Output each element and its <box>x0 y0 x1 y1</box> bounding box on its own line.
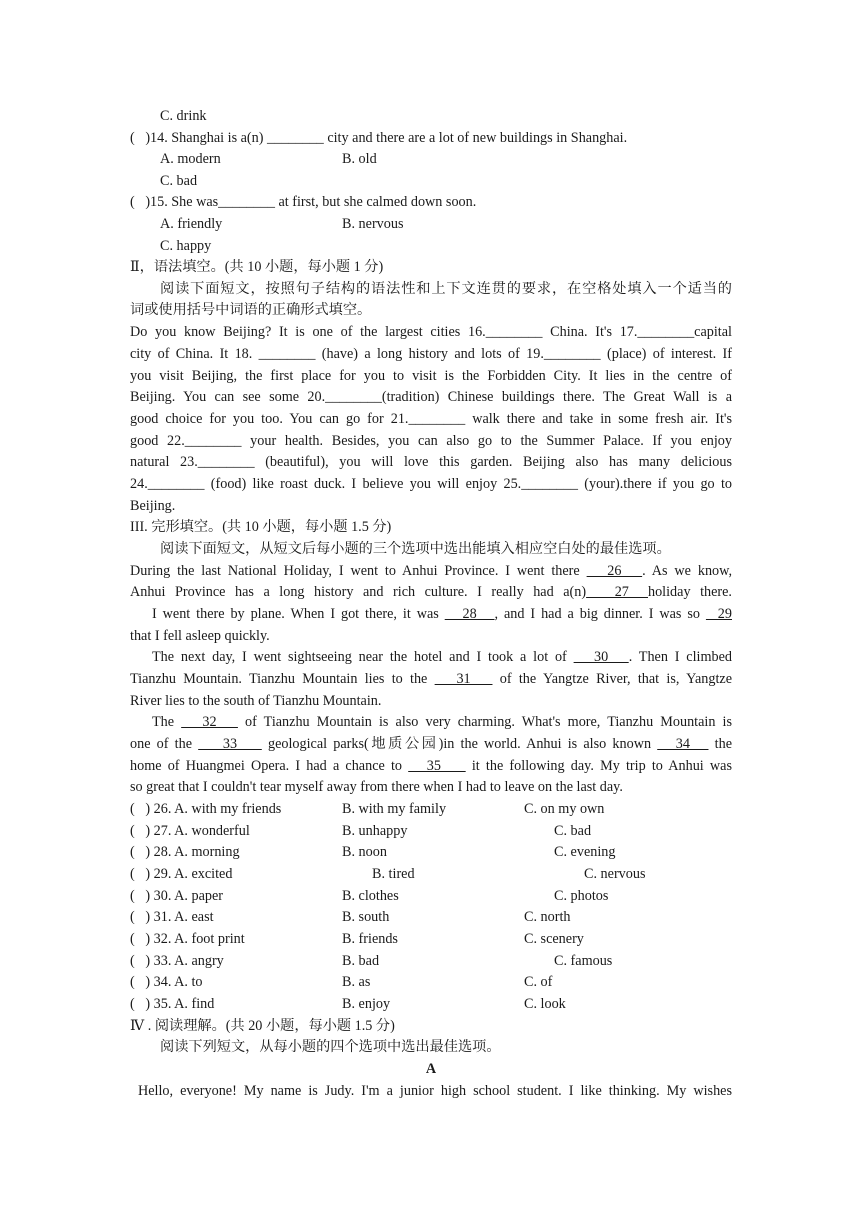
cloze-question-33: ( ) 33. A. angry <box>130 953 224 969</box>
cloze-passage-line: home of Huangmei Opera. I had a chance to 35 it the following day. My trip to Anhui was <box>130 758 733 774</box>
grammar-passage-line: 24.________ (food) like roast duck. I believe you will enjoy 25.________ (your).there if you go to <box>130 476 732 492</box>
blank-30: 30 <box>573 649 629 665</box>
cloze-passage-line: During the last National Holiday, I went to Anhui Province. I went there 26 . As we know, <box>130 563 733 579</box>
passage-a-title: A <box>425 1061 437 1077</box>
q13-option-c: C. drink <box>160 108 207 124</box>
option-c: C. evening <box>554 844 616 860</box>
blank-33: 33 <box>198 736 262 752</box>
option-c: C. nervous <box>584 866 646 882</box>
grammar-passage-line: you visit Beijing, the first place for you to visit is the Forbidden City. It lies in the centre of <box>130 368 732 384</box>
grammar-passage-line: Do you know Beijing? It is one of the largest cities 16.________ China. It's 17.________capital <box>130 324 732 340</box>
cloze-question-31: ( ) 31. A. east <box>130 909 214 925</box>
blank-34: 34 <box>657 736 709 752</box>
cloze-question-34: ( ) 34. A. to <box>130 974 203 990</box>
q15-option-a: A. friendly <box>160 216 223 232</box>
cloze-passage-line: that I fell asleep quickly. <box>130 628 270 644</box>
section-2-instruction: 阅读下面短文，按照句子结构的语法性和上下文连贯的要求，在空格处填入一个适当的 <box>160 281 732 297</box>
grammar-passage-line: city of China. It 18. ________ (have) a long history and lots of 19.________ (place) of interest. If <box>130 346 732 362</box>
option-c: C. on my own <box>524 801 605 817</box>
option-b: B. as <box>342 974 371 990</box>
blank-29: 29 <box>705 606 732 622</box>
section-4-instruction: 阅读下列短文，从每小题的四个选项中选出最佳选项。 <box>160 1039 501 1055</box>
grammar-passage-line: good choice for you too. You can go for 21.________ walk there and take in some fresh air. It's <box>130 411 732 427</box>
option-c: C. north <box>524 909 571 925</box>
cloze-passage-line: The 32 of Tianzhu Mountain is also very charming. What's more, Tianzhu Mountain is <box>152 714 732 730</box>
cloze-passage-line: so great that I couldn't tear myself away from there when I had to leave on the last day. <box>130 779 623 795</box>
cloze-question-28: ( ) 28. A. morning <box>130 844 240 860</box>
option-c: C. look <box>524 996 566 1012</box>
q14-option-b: B. old <box>342 151 377 167</box>
section-2-instruction-cont: 词或使用括号中词语的正确形式填空。 <box>130 302 372 318</box>
cloze-passage-line: River lies to the south of Tianzhu Mountain. <box>130 693 382 709</box>
q15-answer-paren: ( ) <box>130 194 151 210</box>
cloze-question-35: ( ) 35. A. find <box>130 996 215 1012</box>
grammar-passage-line: Beijing. <box>130 498 176 514</box>
q15-option-b: B. nervous <box>342 216 404 232</box>
option-b: B. noon <box>342 844 387 860</box>
option-c: C. photos <box>554 888 609 904</box>
option-b: B. south <box>342 909 390 925</box>
q14-option-a: A. modern <box>160 151 221 167</box>
q14-stem: 14. Shanghai is a(n) ________ city and there are a lot of new buildings in Shanghai. <box>150 130 628 146</box>
option-b: B. enjoy <box>342 996 391 1012</box>
grammar-passage-line: natural 23.________ (beautiful), you will love this garden. Beijing also has many delicious <box>130 454 732 470</box>
section-4-heading: Ⅳ . 阅读理解。(共 20 小题，每小题 1.5 分) <box>130 1018 395 1034</box>
cloze-question-26: ( ) 26. A. with my friends <box>130 801 282 817</box>
q15-option-c: C. happy <box>160 238 212 254</box>
option-c: C. of <box>524 974 553 990</box>
option-b: B. unhappy <box>342 823 408 839</box>
option-c: C. bad <box>554 823 592 839</box>
cloze-passage-line: Tianzhu Mountain. Tianzhu Mountain lies to the 31 of the Yangtze River, that is, Yangtze <box>130 671 733 687</box>
blank-31: 31 <box>434 671 493 687</box>
option-b: B. clothes <box>342 888 399 904</box>
cloze-question-32: ( ) 32. A. foot print <box>130 931 245 947</box>
cloze-passage-line: one of the 33 geological parks(地质公园)in the world. Anhui is also known 34 the <box>130 736 732 752</box>
cloze-passage-line: I went there by plane. When I got there, it was 28 , and I had a big dinner. I was so 29 <box>152 606 732 622</box>
cloze-question-30: ( ) 30. A. paper <box>130 888 223 904</box>
cloze-passage-line: The next day, I went sightseeing near the hotel and I took a lot of 30 . Then I climbed <box>152 649 732 665</box>
blank-32: 32 <box>181 714 238 730</box>
cloze-question-27: ( ) 27. A. wonderful <box>130 823 250 839</box>
q15-stem: 15. She was________ at first, but she calmed down soon. <box>150 194 477 210</box>
option-c: C. famous <box>554 953 613 969</box>
cloze-question-29: ( ) 29. A. excited <box>130 866 233 882</box>
grammar-passage-line: Beijing. You can see some 20.________(tradition) Chinese buildings there. The Great Wall is a <box>130 389 732 405</box>
q14-answer-paren: ( ) <box>130 130 151 146</box>
blank-26: 26 <box>586 563 643 579</box>
option-b: B. with my family <box>342 801 447 817</box>
section-3-instruction: 阅读下面短文，从短文后每小题的三个选项中选出能填入相应空白处的最佳选项。 <box>160 541 671 557</box>
section-3-heading: III. 完形填空。(共 10 小题，每小题 1.5 分) <box>130 519 392 535</box>
option-c: C. scenery <box>524 931 584 947</box>
option-b: B. bad <box>342 953 380 969</box>
option-b: B. tired <box>372 866 415 882</box>
option-b: B. friends <box>342 931 398 947</box>
cloze-passage-line: Anhui Province has a long history and rich culture. I really had a(n) 27 holiday there. <box>130 584 732 600</box>
blank-27: 27 <box>586 584 648 600</box>
blank-35: 35 <box>408 758 466 774</box>
q14-option-c: C. bad <box>160 173 198 189</box>
grammar-passage-line: good 22.________ your health. Besides, you can also go to the Summer Palace. If you enjoy <box>130 433 732 449</box>
section-2-heading: Ⅱ，语法填空。(共 10 小题，每小题 1 分) <box>130 259 384 275</box>
passage-a-line: Hello, everyone! My name is Judy. I'm a junior high school student. I like thinking. My wishes <box>138 1083 732 1099</box>
blank-28: 28 <box>444 606 495 622</box>
